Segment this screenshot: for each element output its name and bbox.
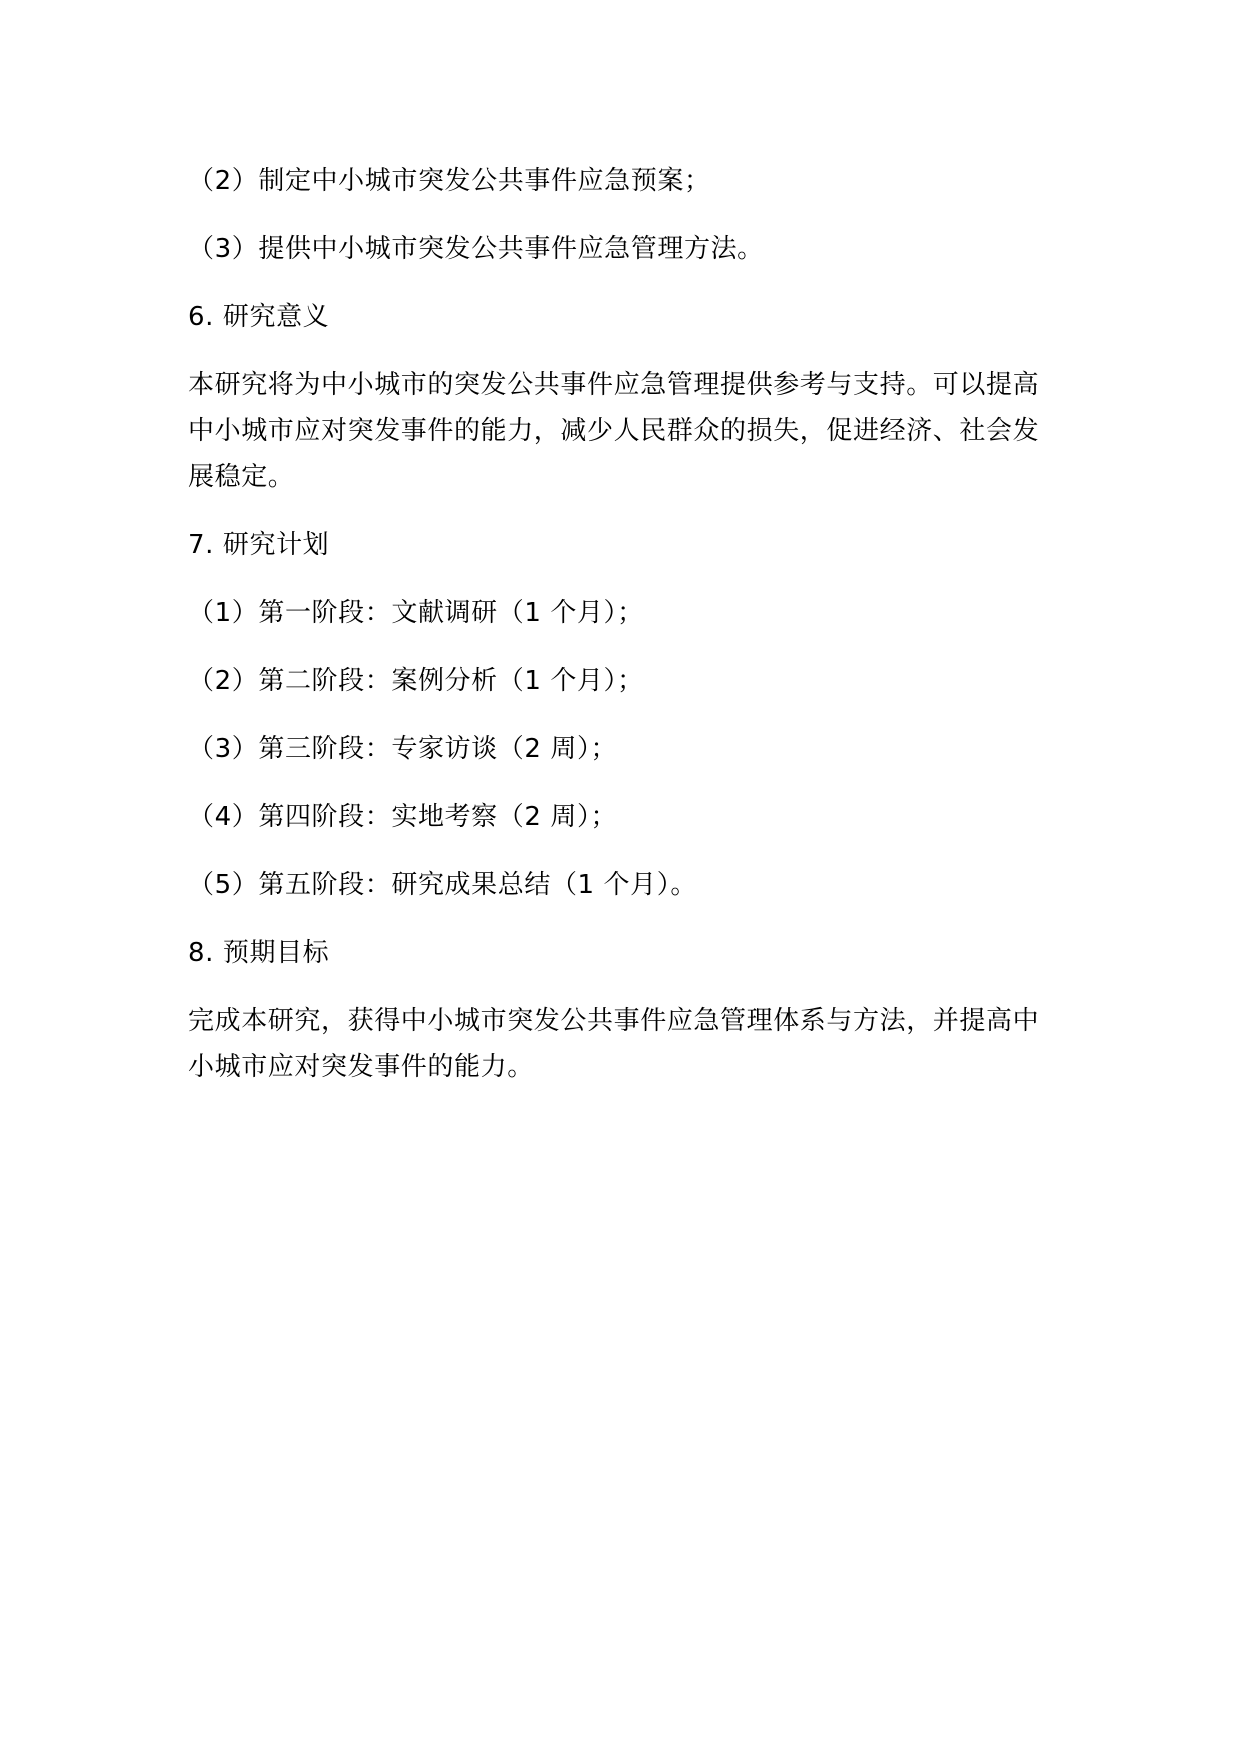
plan-item-4: （4）第四阶段：实地考察（2 周）；	[188, 802, 618, 832]
objective-item-3: （3）提供中小城市突发公共事件应急管理方法。	[188, 234, 764, 264]
goals-paragraph: 完成本研究，获得中小城市突发公共事件应急管理体系与方法，并提高中小城市应对突发事件的能力。	[188, 1006, 1040, 1082]
plan-item-5: （5）第五阶段：研究成果总结（1 个月）。	[188, 870, 697, 900]
document-body	[188, 158, 1048, 1112]
section-heading-goals: 8. 预期目标	[188, 938, 330, 968]
section-heading-plan: 7. 研究计划	[188, 530, 330, 560]
plan-item-1: （1）第一阶段：文献调研（1 个月）；	[188, 598, 644, 628]
objective-item-2: （2）制定中小城市突发公共事件应急预案；	[188, 166, 711, 196]
plan-item-2: （2）第二阶段：案例分析（1 个月）；	[188, 666, 644, 696]
significance-paragraph: 本研究将为中小城市的突发公共事件应急管理提供参考与支持。可以提高中小城市应对突发事件的能力，减少人民群众的损失，促进经济、社会发展稳定。	[188, 370, 1040, 492]
section-heading-significance: 6. 研究意义	[188, 302, 330, 332]
plan-item-3: （3）第三阶段：专家访谈（2 周）；	[188, 734, 618, 764]
